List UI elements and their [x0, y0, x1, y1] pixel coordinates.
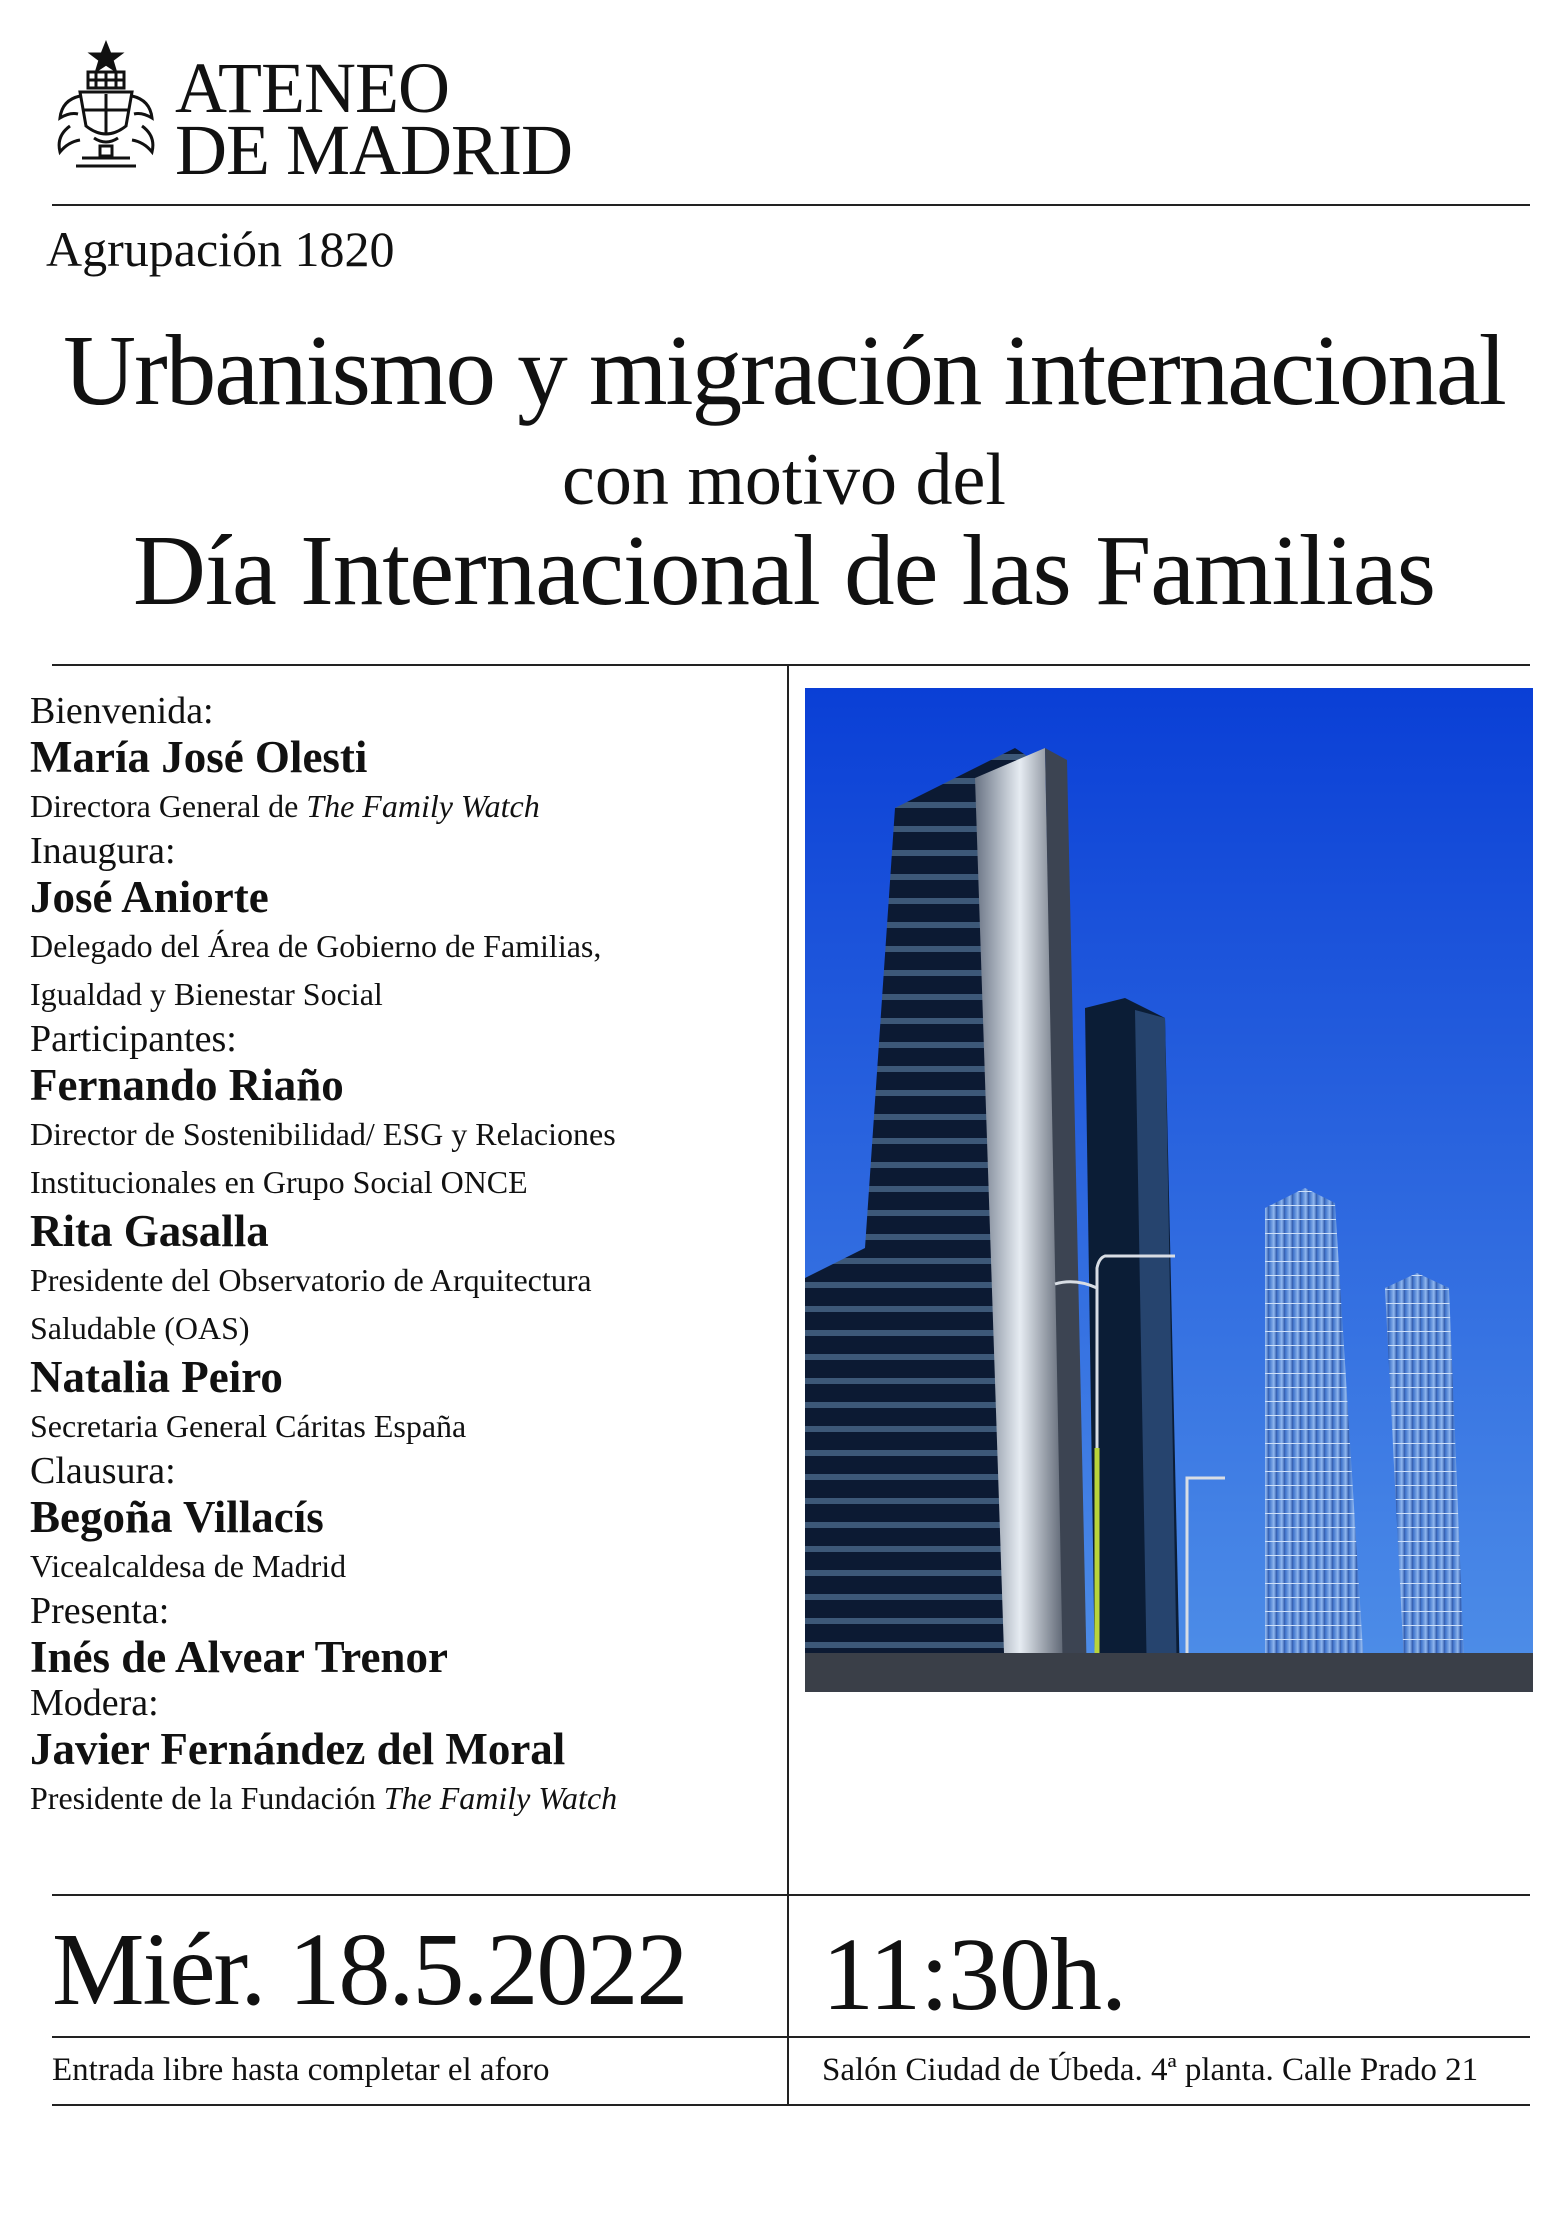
speaker-title	[30, 1542, 790, 1590]
speaker-title	[30, 1304, 790, 1352]
speaker-title-text: Secretaria General Cáritas España	[30, 1408, 467, 1444]
speaker-title-text: Saludable (OAS)	[30, 1310, 250, 1346]
speaker-title-text: Director de Sostenibilidad/ ESG y Relaciones	[30, 1116, 616, 1152]
title-divider	[52, 664, 1530, 666]
speaker-title-text: Presidente de la Fundación	[30, 1780, 384, 1816]
event-title: Urbanismo y migración internacional	[63, 314, 1505, 426]
event-location: Salón Ciudad de Úbeda. 4ª planta. Calle Prado 21	[822, 2052, 1479, 2088]
footer-divider-mid	[52, 2036, 1530, 2038]
speaker-title-text: Directora General de	[30, 788, 307, 824]
event-date: Miér. 18.5.2022	[52, 1912, 687, 2027]
program-role-label: Bienvenida:	[30, 690, 214, 732]
speaker-name: Natalia Peiro	[30, 1352, 283, 1402]
speaker-title-text: Igualdad y Bienestar Social	[30, 976, 383, 1012]
event-occasion: Día Internacional de las Familias	[133, 514, 1435, 626]
speaker-title	[30, 782, 790, 830]
event-time: 11:30h.	[822, 1917, 1127, 2032]
organization-name: The Family Watch	[306, 788, 540, 824]
program-role-label: Modera:	[30, 1682, 159, 1724]
speaker-name: José Aniorte	[30, 872, 269, 922]
madrid-towers-photo	[805, 688, 1533, 1692]
program-role-label: Clausura:	[30, 1450, 176, 1492]
program-role-label: Participantes:	[30, 1018, 237, 1060]
header-divider	[52, 204, 1530, 206]
footer-divider-top	[52, 1894, 1530, 1896]
program-role-label: Presenta:	[30, 1590, 170, 1632]
organization-name: The Family Watch	[383, 1780, 618, 1816]
speaker-title	[30, 922, 790, 970]
brand-name-line2: DE MADRID	[175, 110, 572, 190]
brand-name-line1: ATENEO	[175, 48, 449, 128]
speaker-title	[30, 1774, 790, 1822]
ateneo-crest-icon	[50, 40, 162, 172]
program-role-label: Inaugura:	[30, 830, 176, 872]
speaker-name: Begoña Villacís	[30, 1492, 324, 1542]
speaker-name: Inés de Alvear Trenor	[30, 1632, 448, 1682]
speaker-name: Javier Fernández del Moral	[30, 1724, 566, 1774]
event-title-connector: con motivo del	[562, 439, 1006, 521]
speaker-title	[30, 1158, 790, 1206]
speaker-name: Rita Gasalla	[30, 1206, 269, 1256]
speaker-title-text: Vicealcaldesa de Madrid	[30, 1548, 347, 1584]
speaker-name: María José Olesti	[30, 732, 368, 782]
organizer-group: Agrupación 1820	[46, 221, 395, 277]
speaker-title-text: Delegado del Área de Gobierno de Familias,	[30, 928, 602, 964]
speaker-title-text: Presidente del Observatorio de Arquitectura	[30, 1262, 592, 1298]
speaker-title	[30, 1402, 790, 1450]
speaker-title-text: Institucionales en Grupo Social ONCE	[30, 1164, 528, 1200]
speaker-title	[30, 970, 790, 1018]
speakers-program	[30, 690, 790, 1822]
footer-divider-bottom	[52, 2104, 1530, 2106]
speaker-name: Fernando Riaño	[30, 1060, 344, 1110]
speaker-title	[30, 1110, 790, 1158]
speaker-title	[30, 1256, 790, 1304]
entry-note: Entrada libre hasta completar el aforo	[52, 2052, 550, 2088]
